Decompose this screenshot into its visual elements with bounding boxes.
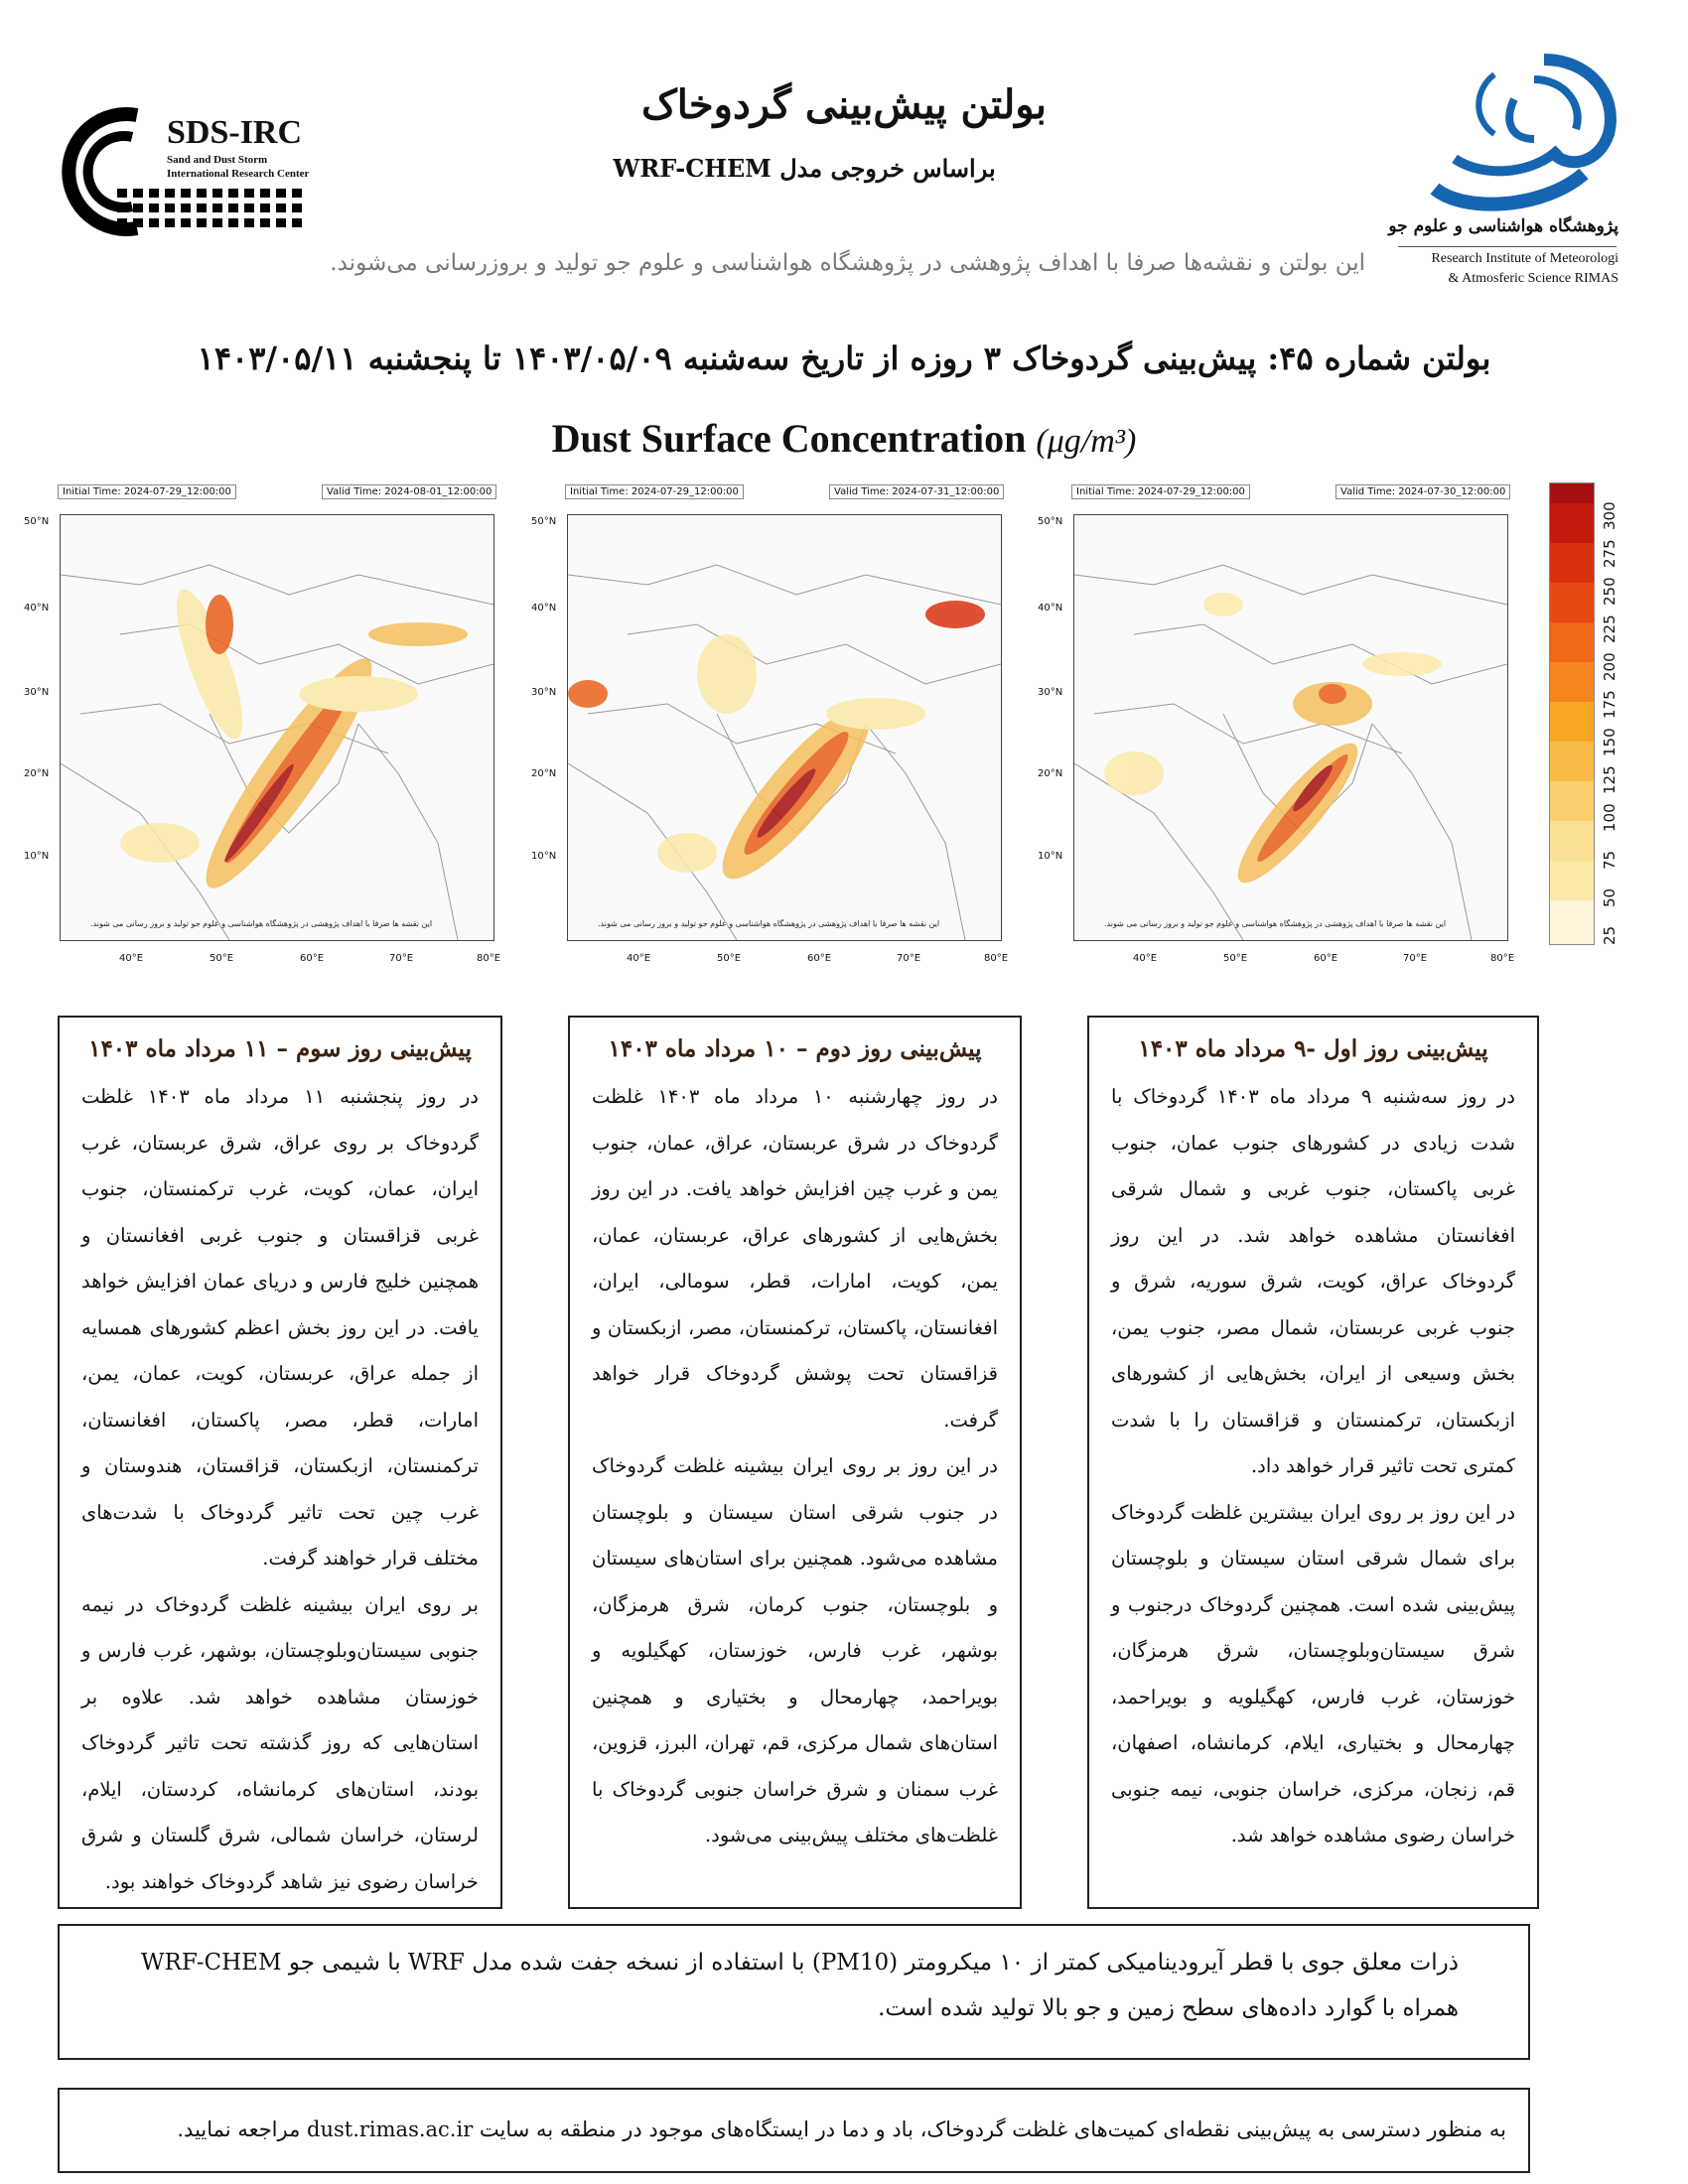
dust-map <box>60 514 494 941</box>
lat-tick: 20°N <box>1038 768 1063 779</box>
colorbar-tick: 125 <box>1601 765 1618 794</box>
rimas-name-en-1: Research Institute of Meteorologi <box>1431 251 1618 266</box>
lat-tick: 50°N <box>24 516 50 527</box>
lon-tick: 70°E <box>1403 953 1428 964</box>
map-note: این نقشه ها صرفا با اهداف پژوهشی در پژوهشگاه هواشناسی و علوم جو تولید و بروز رسانی می شوند. <box>598 919 940 928</box>
lat-tick: 20°N <box>24 768 50 779</box>
dust-map <box>567 514 1002 941</box>
colorbar-tick: 275 <box>1601 539 1618 568</box>
map-note: این نقشه ها صرفا با اهداف پژوهشی در پژوهشگاه هواشناسی و علوم جو تولید و بروز رسانی می شوند. <box>90 919 433 928</box>
day1-paragraph-1: در روز سه‌شنبه ۹ مرداد ماه ۱۴۰۳ گردوخاک با شدت زیادی در کشورهای جنوب عمان، جنوب غربی پاکستان، جنوب غربی و شمال شرقی افغانستان مشاهده خواهد شد. در این روز گردوخاک عراق، کویت، شرق سوریه، شرق و جنوب غربی عربستان، شمال مصر، جنوب یمن، بخش وسیعی از ایران، بخش‌هایی از کشورهای ازبکستان، ترکمنستان و قزاقستان را با شدت کمتری تحت تاثیر قرار خواهد داد. <box>1111 1085 1515 1477</box>
bulletin-title: بولتن شماره ۴۵: پیش‌بینی گردوخاک ۳ روزه از تاریخ سه‌شنبه ۱۴۰۳/۰۵/۰۹ تا پنجشنبه ۱۴۰۳/۰۵/۱۱ <box>197 340 1491 377</box>
initial-time: Initial Time: 2024-07-29_12:00:00 <box>1071 484 1250 499</box>
rimas-name-en-2: & Atmosferic Science RIMAS <box>1448 271 1618 286</box>
day2-title: پیش‌بینی روز دوم – ۱۰ مرداد ماه ۱۴۰۳ <box>608 1035 982 1062</box>
lon-tick: 50°E <box>210 953 234 964</box>
lat-tick: 10°N <box>531 851 557 862</box>
forecast-map-day1 <box>1038 478 1515 975</box>
day3-paragraph-2: بر روی ایران بیشینه غلظت گردوخاک در نیمه جنوبی سیستان‌وبلوچستان، بوشهر، غرب فارس و خوزستان مشاهده خواهد شد. علاوه بر استان‌هایی که روز گذشته تحت تاثیر گردوخاک بودند، استان‌های کرمانشاه، کردستان، ایلام، لرستان، خراسان شمالی، شرق گلستان و شرق خراسان رضوی نیز شاهد گردوخاک خواهند بود. <box>81 1592 479 1893</box>
valid-time: Valid Time: 2024-07-30_12:00:00 <box>1336 484 1510 499</box>
day1-paragraph-2: در این روز بر روی ایران بیشترین غلظت گردوخاک برای شمال شرقی استان سیستان و بلوچستان پیش‌بینی شده است. همچنین گردوخاک درجنوب و شرق سیستان‌وبلوچستان، شرق هرمزگان، خوزستان، غرب فارس، کهگیلویه و بویراحمد، چهارمحال و بختیاری، ایلام، کرمانشاه، اصفهان، قم، زنجان، مرکزی، خراسان جنوبی، نیمه جنوبی خراسان رضوی مشاهده خواهد شد. <box>1111 1500 1515 1846</box>
footer-note: به منظور دسترسی به پیش‌بینی نقطه‌ای کمیت‌های غلظت گردوخاک، باد و دما در ایستگاه‌های موجود در منطقه به سایت dust.rimas.ac.ir مراجعه نمایید. <box>58 2088 1530 2173</box>
day3-forecast-box <box>58 1016 502 1909</box>
colorbar <box>1549 482 1595 945</box>
day2-paragraph-1: در روز چهارشنبه ۱۰ مرداد ماه ۱۴۰۳ غلظت گردوخاک در شرق عربستان، عراق، عمان، جنوب یمن و غرب چین افزایش خواهد یافت. در این روز بخش‌هایی از کشورهای عراق، عربستان، عمان، یمن، کویت، امارات، قطر، سومالی، ایران، افغانستان، پاکستان، ترکمنستان، مصر، ازبکستان و قزاقستان تحت پوشش گردوخاک قرار خواهد گرفت. <box>592 1085 998 1432</box>
lon-tick: 60°E <box>807 953 832 964</box>
lon-tick: 50°E <box>717 953 742 964</box>
lat-tick: 50°N <box>1038 516 1063 527</box>
colorbar-tick: 50 <box>1601 887 1618 907</box>
lat-tick: 30°N <box>1038 687 1063 698</box>
chart-title-text: Dust Surface Concentration <box>551 416 1027 461</box>
disclaimer: این بولتن و نقشه‌ها صرفا با اهداف پژوهشی در پژوهشگاه هواشناسی و علوم جو تولید و بروزرسانی می‌شوند. <box>330 250 1365 276</box>
rimas-name-fa: پژوهشگاه هواشناسی و علوم جو <box>1388 216 1618 236</box>
day1-forecast-box <box>1087 1016 1539 1909</box>
lat-tick: 10°N <box>1038 851 1063 862</box>
lat-tick: 40°N <box>1038 603 1063 614</box>
lon-tick: 60°E <box>1314 953 1338 964</box>
colorbar-tick: 100 <box>1601 803 1618 832</box>
chart-title <box>516 415 1172 462</box>
initial-time: Initial Time: 2024-07-29_12:00:00 <box>58 484 236 499</box>
sds-logo-subtitle-1: Sand and Dust Storm <box>167 154 268 166</box>
lon-tick: 50°E <box>1223 953 1248 964</box>
rimas-divider <box>1398 246 1617 247</box>
main-title: بولتن پیش‌بینی گردوخاک <box>640 81 1048 128</box>
lon-tick: 40°E <box>627 953 651 964</box>
lat-tick: 50°N <box>531 516 557 527</box>
map-note: این نقشه ها صرفا با اهداف پژوهشی در پژوهشگاه هواشناسی و علوم جو تولید و بروز رسانی می شوند. <box>1104 919 1447 928</box>
lon-tick: 60°E <box>300 953 325 964</box>
forecast-map-day3 <box>24 478 501 975</box>
lat-tick: 30°N <box>24 687 50 698</box>
lat-tick: 20°N <box>531 768 557 779</box>
pm10-note: ذرات معلق جوی با قطر آیرودینامیکی کمتر از ۱۰ میکرومتر (PM10) با استفاده از نسخه جفت شده مدل WRF با شیمی جو WRF-CHEM همراه با گوارد داده‌های سطح زمین و جو بالا تولید شده است. <box>58 1924 1530 2060</box>
day1-title: پیش‌بینی روز اول -۹ مرداد ماه ۱۴۰۳ <box>1138 1035 1488 1062</box>
valid-time: Valid Time: 2024-07-31_12:00:00 <box>829 484 1004 499</box>
lat-tick: 40°N <box>531 603 557 614</box>
colorbar-tick: 175 <box>1601 690 1618 719</box>
colorbar-tick: 225 <box>1601 614 1618 643</box>
valid-time: Valid Time: 2024-08-01_12:00:00 <box>322 484 496 499</box>
day2-forecast-box <box>568 1016 1022 1909</box>
day3-title: پیش‌بینی روز سوم – ۱۱ مرداد ماه ۱۴۰۳ <box>88 1035 472 1062</box>
sds-logo-subtitle-2: International Research Center <box>167 168 310 180</box>
forecast-map-day2 <box>531 478 1009 975</box>
lon-tick: 40°E <box>1133 953 1158 964</box>
dust-map <box>1073 514 1508 941</box>
initial-time: Initial Time: 2024-07-29_12:00:00 <box>565 484 744 499</box>
lon-tick: 40°E <box>119 953 144 964</box>
lat-tick: 40°N <box>24 603 50 614</box>
colorbar-tick: 75 <box>1601 850 1618 870</box>
chart-unit: (μg/m³) <box>1036 423 1137 460</box>
colorbar-tick: 300 <box>1601 501 1618 530</box>
rimas-logo <box>1395 40 1628 218</box>
lat-tick: 30°N <box>531 687 557 698</box>
colorbar-tick: 250 <box>1601 577 1618 606</box>
sds-logo-title: SDS-IRC <box>167 114 303 151</box>
lon-tick: 70°E <box>897 953 921 964</box>
lon-tick: 80°E <box>984 953 1009 964</box>
day2-paragraph-2: در این روز بر روی ایران بیشینه غلظت گردوخاک در جنوب شرقی استان سیستان و بلوچستان مشاهده می‌شود. همچنین برای استان‌های سیستان و بلوچستان، جنوب کرمان، شرق هرمزگان، بوشهر، غرب فارس، خوزستان، کهگیلویه و بویراحمد، چهارمحال و بختیاری و همچنین استان‌های شمال مرکزی، قم، تهران، البرز، قزوین، غرب سمنان و شرق خراسان جنوبی گردوخاک با غلظت‌های مختلف پیش‌بینی می‌شود. <box>592 1454 998 1846</box>
lat-tick: 10°N <box>24 851 50 862</box>
lon-tick: 80°E <box>1490 953 1515 964</box>
subtitle: براساس خروجی مدل WRF-CHEM <box>613 154 996 183</box>
colorbar-tick: 25 <box>1601 925 1618 945</box>
colorbar-tick: 150 <box>1601 728 1618 756</box>
lon-tick: 70°E <box>389 953 414 964</box>
lon-tick: 80°E <box>477 953 501 964</box>
colorbar-tick: 200 <box>1601 652 1618 681</box>
day3-paragraph-1: در روز پنجشنبه ۱۱ مرداد ماه ۱۴۰۳ غلظت گردوخاک بر روی عراق، شرق عربستان، غرب ایران، عمان، کویت، غرب ترکمنستان، جنوب غربی قزاقستان و جنوب غربی افغانستان و همچنین خلیج فارس و دریای عمان افزایش خواهد یافت. در این روز بخش اعظم کشورهای همسایه از جمله عراق، عربستان، کویت، عمان، یمن، امارات، قطر، مصر، پاکستان، افغانستان، ترکمنستان، ازبکستان، قزاقستان، هندوستان و غرب چین تحت تاثیر گردوخاک با شدت‌های مختلف قرار خواهند گرفت. <box>81 1085 479 1570</box>
